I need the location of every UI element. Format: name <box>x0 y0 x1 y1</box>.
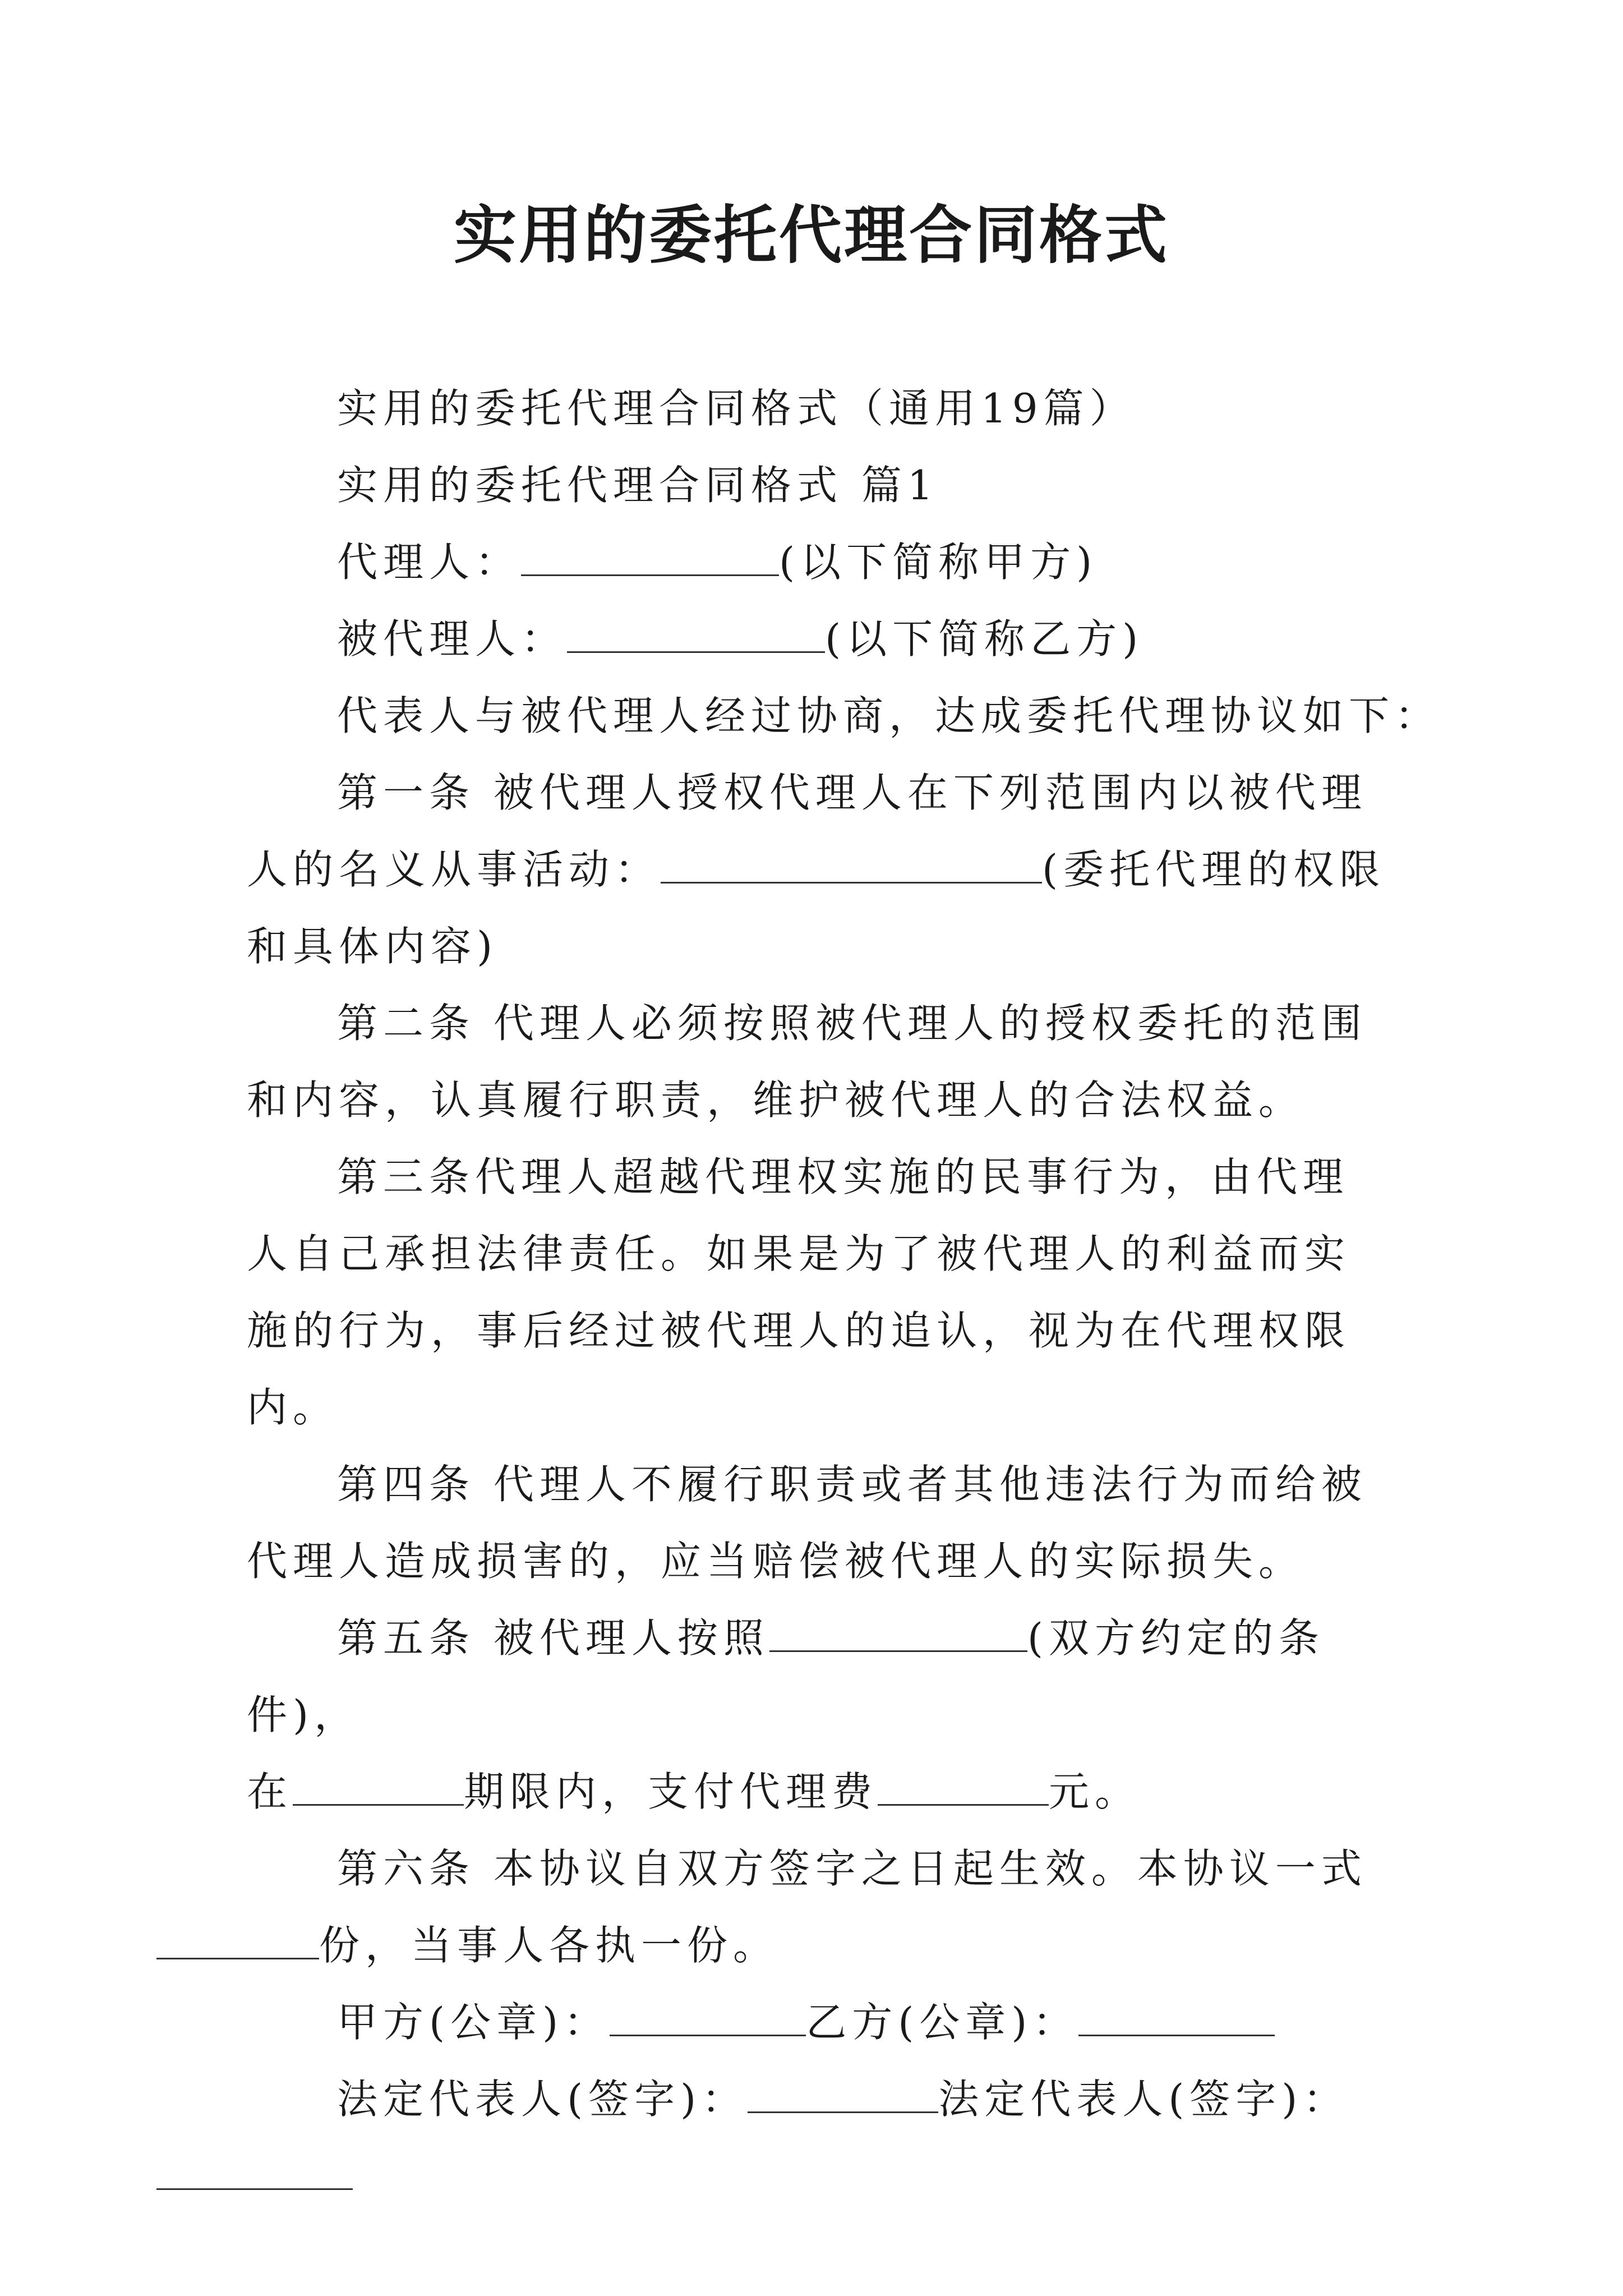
party-a-rep-label: 法定代表人(签字)： <box>337 2076 748 2123</box>
party-a-rep-blank <box>748 2075 938 2113</box>
agent-blank <box>521 538 779 576</box>
article-4: 第四条 代理人不履行职责或者其他违法行为而给被代理人造成损害的，应当赔偿被代理人的实际损失。 <box>247 1461 1367 1585</box>
article-1 <box>247 754 1391 985</box>
party-b-seal-label: 乙方(公章)： <box>806 1999 1079 2046</box>
article-2: 第二条 代理人必须按照被代理人的授权委托的范围和内容，认真履行职责，维护被代理人的合法权益。 <box>247 1000 1367 1124</box>
article-6-text-a: 第六条 本协议自双方签字之日起生效。本协议一式 <box>337 1845 1367 1892</box>
article-5-text-e: 元。 <box>1049 1768 1141 1815</box>
agent-line <box>247 524 1391 601</box>
document-body <box>247 370 1441 2215</box>
agent-suffix: (以下简称甲方) <box>779 539 1098 586</box>
agent-label: 代理人： <box>337 539 522 586</box>
party-a-seal-label: 甲方(公章)： <box>337 1999 610 2046</box>
article-5-text-d: 期限内，支付代理费 <box>464 1768 878 1815</box>
article-5-text-b: (双方约定的条件)， <box>247 1614 1325 1738</box>
article-5-text-c: 在 <box>247 1768 293 1815</box>
article-5-blank-period <box>293 1768 464 1806</box>
party-b-rep-label: 法定代表人(签字)： <box>938 2076 1349 2123</box>
article-3: 第三条代理人超越代理权实施的民事行为，由代理人自己承担法律责任。如果是为了被代理人的利益而实施的行为，事后经过被代理人的追认，视为在代理权限内。 <box>247 1153 1351 1431</box>
article-6-text-b: 份，当事人各执一份。 <box>319 1922 780 1969</box>
article-5-blank-conditions <box>769 1614 1027 1652</box>
document-title: 实用的委托代理合同格式 <box>454 199 1169 272</box>
article-1-suffix: (委托代理的权限和具体内容) <box>247 846 1386 970</box>
principal-line <box>247 601 1391 678</box>
part-heading: 实用的委托代理合同格式 篇1 <box>337 462 939 509</box>
seal-line <box>247 1984 1391 2061</box>
party-b-seal-blank <box>1078 1998 1275 2036</box>
principal-label: 被代理人： <box>337 615 568 662</box>
principal-blank <box>567 615 825 653</box>
article-1-blank <box>661 845 1042 884</box>
subtitle: 实用的委托代理合同格式（通用19篇） <box>337 385 1136 432</box>
intro-line: 代表人与被代理人经过协商，达成委托代理协议如下： <box>337 692 1441 739</box>
article-5-blank-fee <box>878 1768 1049 1806</box>
article-6-blank-copies <box>156 1921 319 1959</box>
article-5-text-a: 第五条 被代理人按照 <box>337 1614 769 1662</box>
principal-suffix: (以下简称乙方) <box>825 615 1144 662</box>
article-5 <box>247 1600 1391 1830</box>
party-b-rep-blank <box>156 2152 353 2190</box>
article-1-text: 第一条 被代理人授权代理人在下列范围内以被代理人的名义从事活动： <box>247 769 1367 893</box>
representative-line <box>247 2061 1391 2215</box>
article-6 <box>247 1830 1391 1984</box>
party-a-seal-blank <box>610 1998 806 2036</box>
